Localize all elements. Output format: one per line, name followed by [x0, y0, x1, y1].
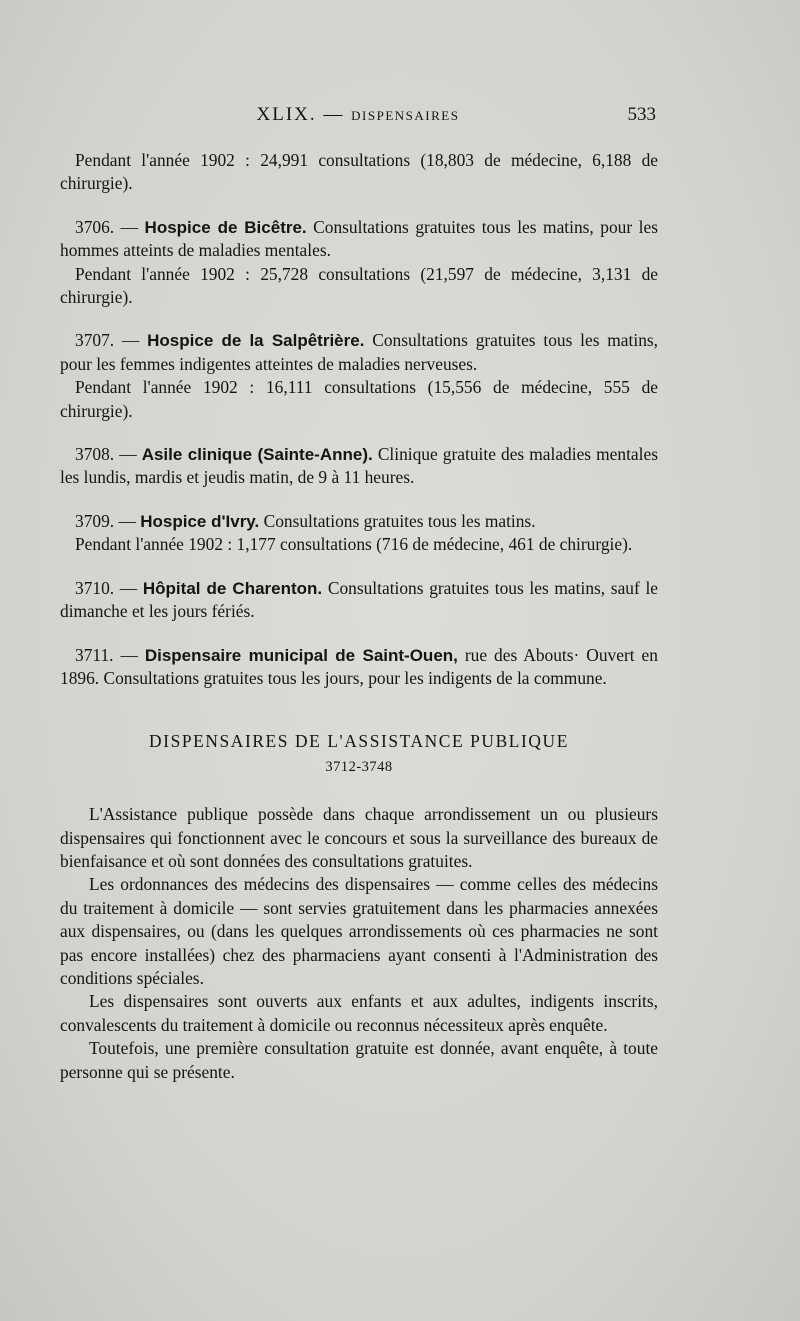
- entry-title: Hospice de Bicêtre.: [144, 217, 307, 237]
- section-title: DISPENSAIRES DE L'ASSISTANCE PUBLIQUE: [149, 731, 569, 752]
- entry-text: Pendant l'année 1902 : 16,111 consultations (15,556 de médecine, 555 de chirurgie).: [60, 377, 658, 421]
- entry-text: Consultations gratuites tous les matins, pour les femmes indigentes atteintes de maladies nerveuses.: [60, 330, 658, 374]
- entry-title: Hôpital de Charenton.: [142, 578, 323, 598]
- section-range: 3712-3748: [325, 758, 393, 775]
- header-dash: —: [323, 104, 345, 125]
- intro-paragraph: Les ordonnances des médecins des dispensaires — comme celles des médecins du traitement à domicile — sont servies gratuitement dans les pharmacies annexées aux dispensaires, ou (dans les quelques arrondissements où ces pharmacies ne sont pas encore installées) chez des pharmaciens ayant consenti à l'Administration des conditions spéciales.: [60, 874, 658, 988]
- entry-text: Pendant l'année 1902 : 25,728 consultations (21,597 de médecine, 3,131 de chirurgie).: [60, 263, 658, 308]
- page-body: [60, 149, 658, 1084]
- intro-paragraph: L'Assistance publique possède dans chaque arrondissement un ou plusieurs dispensaires qui fonctionnent avec le concours et sous la surveillance des bureaux de bienfaisance et où sont données des consultations gratuites.: [60, 804, 658, 871]
- entry-3707: [60, 329, 658, 423]
- header-chapter: XLIX.: [256, 104, 317, 125]
- top-paragraph: Pendant l'année 1902 : 24,991 consultations (18,803 de médecine, 6,188 de chirurgie).: [60, 150, 658, 194]
- entry-number: 3711. —: [75, 644, 138, 665]
- intro-paragraph: Toutefois, une première consultation gratuite est donnée, avant enquête, à toute personne qui se présente.: [60, 1038, 658, 1082]
- entry-title: Hospice d'Ivry.: [140, 511, 260, 531]
- entry-3710: [60, 577, 658, 624]
- section-intro: [60, 803, 658, 1084]
- entry-title: Dispensaire municipal de Saint-Ouen,: [144, 645, 458, 665]
- entry-number: 3710. —: [75, 577, 138, 598]
- entry-3708: [60, 443, 658, 490]
- page-number: 533: [627, 104, 656, 125]
- entry-3706: [60, 216, 658, 310]
- entry-text: rue des Abouts· Ouvert en 1896. Consultations gratuites tous les jours, pour les indigents de la commune.: [60, 644, 658, 688]
- header-title: [60, 104, 656, 126]
- running-header: [60, 104, 656, 134]
- entry-text: Pendant l'année 1902 : 1,177 consultations (716 de médecine, 461 de chirurgie).: [75, 534, 633, 555]
- entry-number: 3709. —: [75, 510, 136, 531]
- entry-3709: [60, 510, 658, 557]
- entry-number: 3708. —: [75, 444, 137, 465]
- entry-text: Consultations gratuites tous les matins.: [263, 510, 536, 531]
- entry-text: Consultations gratuites tous les matins, sauf le dimanche et les jours fériés.: [60, 577, 658, 622]
- entry-title: Asile clinique (Sainte-Anne).: [141, 445, 373, 465]
- header-section: DISPENSAIRES: [351, 108, 460, 123]
- entry-number: 3706. —: [75, 216, 139, 237]
- entry-text: Clinique gratuite des maladies mentales les lundis, mardis et jeudis matin, de 9 à 11 heures.: [60, 444, 658, 488]
- entry-number: 3707. —: [75, 330, 140, 351]
- entry-title: Hospice de la Salpêtrière.: [147, 331, 365, 351]
- intro-paragraph: Les dispensaires sont ouverts aux enfants et aux adultes, indigents inscrits, convalescents du traitement à domicile ou reconnus nécessiteux après enquête.: [60, 991, 658, 1035]
- entry-3711: [60, 644, 658, 691]
- entry-text: Consultations gratuites tous les matins, pour les hommes atteints de maladies mentales.: [60, 216, 658, 261]
